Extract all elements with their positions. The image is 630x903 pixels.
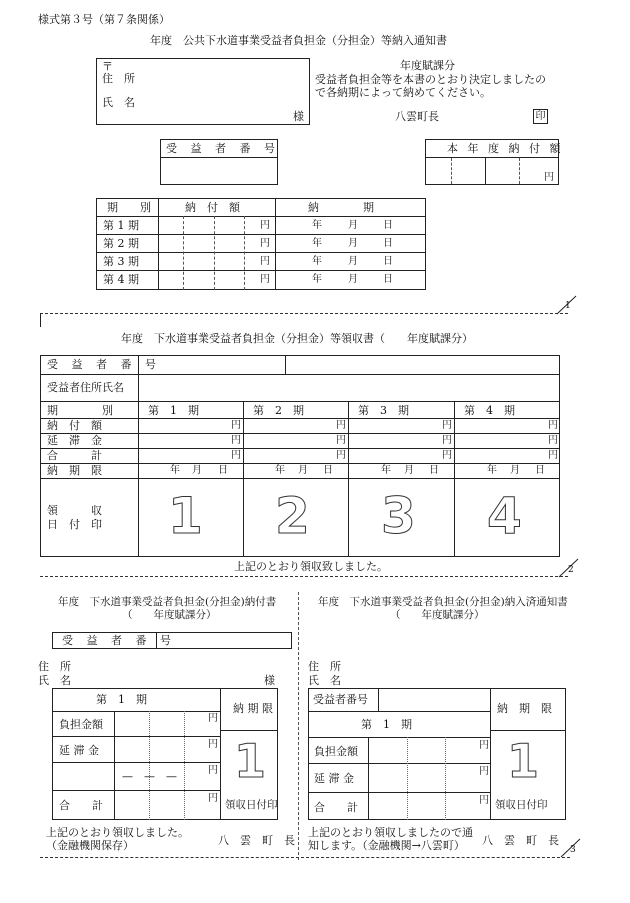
- table-header-deadline: 納 期: [308, 201, 374, 214]
- postal-mark: 〒: [102, 60, 113, 73]
- r-date-4-y: 年: [487, 465, 497, 476]
- slip-right-mayor: 八 雲 町 長: [482, 834, 559, 847]
- date-day-4: 日: [383, 274, 393, 285]
- yen-1: 円: [260, 220, 270, 231]
- date-month-1: 月: [348, 220, 358, 231]
- slip-right-period-header: 第 1 期: [361, 718, 412, 731]
- yen-2: 円: [260, 238, 270, 249]
- receipt-col-2: 第 2 期: [253, 404, 304, 417]
- date-year-3: 年: [312, 256, 322, 267]
- date-day-1: 日: [383, 220, 393, 231]
- slip-left-stamp-number: 1: [234, 734, 267, 788]
- address-box: [96, 58, 310, 125]
- receipt-footer: 上記のとおり領収致しました。: [234, 560, 388, 573]
- stamp-number-1: 1: [168, 487, 203, 545]
- slip-left-stamp-label: 領収日付印: [225, 799, 278, 811]
- slip-left-footer-1: 上記のとおり領収しました。: [46, 826, 189, 839]
- slip-right-stamp-number: 1: [507, 734, 540, 788]
- table-header-amount: 納 付 額: [185, 201, 240, 214]
- address-label: 住 所: [102, 72, 135, 85]
- slip-left-deadline-label: 納 期 限: [233, 702, 273, 715]
- slip-left-dashes: — — —: [122, 770, 177, 783]
- period-row-2: 第 2 期: [103, 237, 139, 250]
- r-date-4-m: 月: [510, 465, 520, 476]
- slip-right-row-late-fee: 延 滞 金: [314, 772, 354, 785]
- slip-left-row-total: 合 計: [59, 799, 103, 812]
- stamp-number-2: 2: [275, 487, 310, 545]
- annual-amount-label: 本 年 度 納 付 額: [447, 142, 564, 155]
- r-yen-3-3: 円: [442, 450, 452, 461]
- slip-left-footer-2: （金融機関保存）: [46, 839, 134, 852]
- slip-left-period-header: 第 1 期: [96, 693, 147, 706]
- period-row-3: 第 3 期: [103, 255, 139, 268]
- date-month-4: 月: [348, 274, 358, 285]
- r-date-3-d: 日: [429, 465, 439, 476]
- name-label: 氏 名: [102, 96, 135, 109]
- receipt-col-1: 第 1 期: [148, 404, 199, 417]
- slip-right-title: 年度 下水道事業受益者負担金(分担金)納入済通知書: [318, 596, 568, 608]
- slip-right-address-label: 住 所: [308, 660, 341, 673]
- receipt-col-4: 第 4 期: [464, 404, 515, 417]
- r-yen-1-3: 円: [442, 420, 452, 431]
- table-header-period: 期 別: [107, 201, 151, 214]
- receipt-title: 年度 下水道事業受益者負担金（分担金）等領収書（ 年度賦課分）: [121, 332, 473, 345]
- date-year-1: 年: [312, 220, 322, 231]
- receipt-row-total: 合 計: [47, 449, 102, 462]
- slip-divider: [298, 592, 299, 860]
- slip-right-footer-1: 上記のとおり領収しましたので通: [308, 826, 473, 839]
- r-date-4-d: 日: [535, 465, 545, 476]
- slip-left-yen-3: 円: [208, 765, 218, 776]
- receipt-row-late-fee: 延 滞 金: [47, 434, 102, 447]
- slip-left-row-amount: 負担金額: [59, 718, 103, 731]
- slip-left-yen-2: 円: [208, 739, 218, 750]
- date-month-2: 月: [348, 238, 358, 249]
- cut-line-2: [40, 576, 568, 577]
- stamp-number-3: 3: [381, 487, 416, 545]
- slip-left-sama: 様: [264, 674, 275, 687]
- slip-left-yen-1: 円: [208, 713, 218, 724]
- r-yen-1-2: 円: [336, 420, 346, 431]
- r-yen-2-2: 円: [336, 435, 346, 446]
- period-row-4: 第 4 期: [103, 273, 139, 286]
- r-yen-3-4: 円: [548, 450, 558, 461]
- slip-left-row-late-fee: 延 滞 金: [59, 744, 99, 757]
- r-date-2-y: 年: [275, 465, 285, 476]
- r-date-2-m: 月: [298, 465, 308, 476]
- year-levy-label: 年度賦課分: [400, 59, 455, 72]
- page-number-2: 2: [568, 565, 574, 575]
- yen-4: 円: [260, 274, 270, 285]
- r-date-1-m: 月: [192, 465, 202, 476]
- slip-left-subtitle: （ 年度賦課分）: [122, 609, 217, 621]
- date-month-3: 月: [348, 256, 358, 267]
- receipt-row-period: 期 別: [47, 404, 113, 417]
- slip-right-name-label: 氏 名: [308, 674, 341, 687]
- slip-right-stamp-label: 領収日付印: [495, 799, 548, 811]
- r-yen-1-4: 円: [548, 420, 558, 431]
- date-year-2: 年: [312, 238, 322, 249]
- annual-amount-yen: 円: [544, 172, 554, 183]
- slip-right-deadline-label: 納 期 限: [497, 702, 552, 715]
- yen-3: 円: [260, 256, 270, 267]
- receipt-col-3: 第 3 期: [358, 404, 409, 417]
- r-yen-1-1: 円: [231, 420, 241, 431]
- stamp-number-4: 4: [487, 487, 522, 545]
- beneficiary-number-label: 受 益 者 番 号: [166, 142, 280, 155]
- r-date-1-y: 年: [170, 465, 180, 476]
- r-date-1-d: 日: [218, 465, 228, 476]
- r-yen-3-1: 円: [231, 450, 241, 461]
- date-year-4: 年: [312, 274, 322, 285]
- receipt-row-deadline: 納 期 限: [47, 464, 102, 477]
- slip-right-beneficiary-label: 受益者番号: [313, 693, 368, 706]
- slip-right-row-amount: 負担金額: [314, 745, 358, 758]
- slip-right-row-total: 合 計: [314, 801, 358, 814]
- slip-right-subtitle: （ 年度賦課分）: [390, 609, 485, 621]
- date-day-3: 日: [383, 256, 393, 267]
- sama-label: 様: [293, 110, 304, 123]
- r-yen-3-2: 円: [336, 450, 346, 461]
- slip-left-yen-4: 円: [208, 793, 218, 804]
- notice-message-1: 受益者負担金等を本書のとおり決定しましたの: [315, 73, 546, 86]
- period-row-1: 第 1 期: [103, 219, 139, 232]
- slip-left-name-label: 氏 名: [38, 674, 71, 687]
- r-yen-2-1: 円: [231, 435, 241, 446]
- mayor-label: 八雲町長: [395, 110, 439, 123]
- seal-mark: 印: [533, 109, 548, 124]
- cut-line-3: [40, 857, 570, 858]
- r-yen-2-3: 円: [442, 435, 452, 446]
- r-date-2-d: 日: [323, 465, 333, 476]
- slip-right-yen-3: 円: [479, 795, 489, 806]
- notice-message-2: で各納期によって納めてください。: [315, 86, 491, 99]
- receipt-beneficiary-address-label: 受益者住所氏名: [47, 381, 124, 394]
- receipt-row-amount: 納 付 額: [47, 419, 102, 432]
- receipt-beneficiary-number-label: 受 益 者 番 号: [47, 358, 161, 371]
- r-date-3-y: 年: [381, 465, 391, 476]
- slip-right-yen-1: 円: [479, 740, 489, 751]
- page-number-1: 1: [565, 301, 571, 311]
- slip-left-title: 年度 下水道事業受益者負担金(分担金)納付書: [58, 596, 277, 608]
- receipt-stamp-label-1: 領 収: [47, 504, 102, 517]
- slip-right-footer-2: 知します。（金融機関→八雲町）: [308, 839, 465, 852]
- receipt-stamp-label-2: 日 付 印: [47, 518, 102, 531]
- slip-right-yen-2: 円: [479, 766, 489, 777]
- r-date-3-m: 月: [404, 465, 414, 476]
- slip-left-address-label: 住 所: [38, 660, 71, 673]
- page-number-3: 3: [570, 845, 576, 855]
- cut-line-1: [40, 313, 568, 314]
- slip-left-mayor: 八 雲 町 長: [218, 834, 295, 847]
- r-yen-2-4: 円: [548, 435, 558, 446]
- notice-title: 年度 公共下水道事業受益者負担金（分担金）等納入通知書: [150, 34, 447, 47]
- date-day-2: 日: [383, 238, 393, 249]
- slip-left-beneficiary-label: 受 益 者 番 号: [62, 634, 176, 647]
- form-number: 様式第３号（第７条関係）: [38, 13, 170, 26]
